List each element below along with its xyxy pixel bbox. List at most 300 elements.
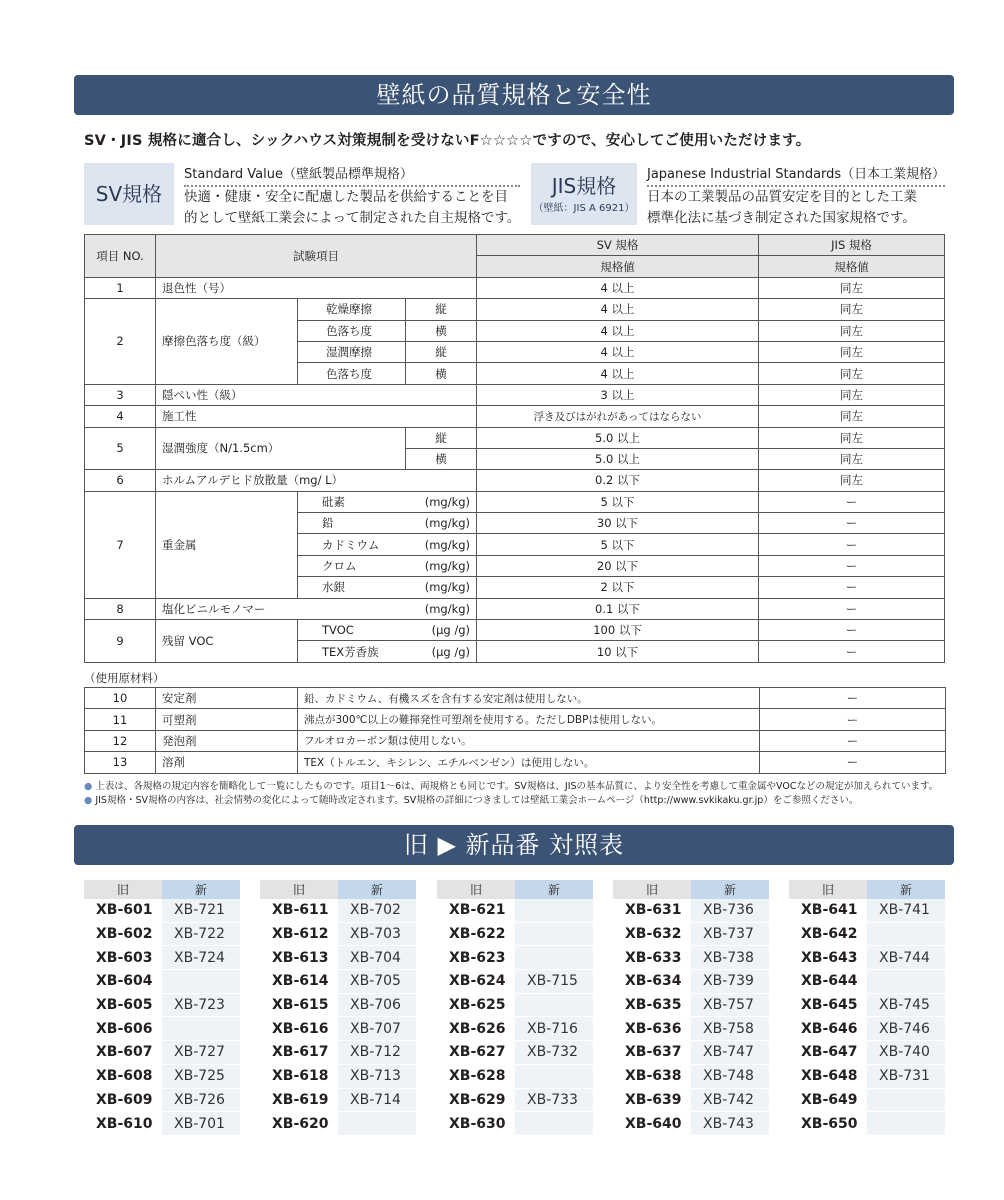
old-code: XB-608 bbox=[84, 1064, 162, 1088]
cell-item: 塩化ビニルモノマー bbox=[156, 598, 406, 619]
old-code: XB-633 bbox=[613, 946, 691, 970]
cell-subitem: TEX芳香族 bbox=[298, 641, 406, 662]
crossref-row bbox=[613, 1088, 769, 1112]
footnote bbox=[84, 780, 938, 794]
new-code: XB-738 bbox=[691, 946, 769, 970]
crossref-row bbox=[84, 946, 240, 970]
cell-item: ホルムアルデヒド放散量（mg/ L） bbox=[156, 470, 477, 491]
cell-sv: 4 以上 bbox=[477, 299, 759, 320]
new-code: XB-739 bbox=[691, 970, 769, 994]
cell-no: 4 bbox=[85, 406, 156, 427]
new-code bbox=[515, 1064, 593, 1088]
new-code: XB-715 bbox=[515, 970, 593, 994]
materials-table bbox=[84, 687, 946, 774]
cell-no: 6 bbox=[85, 470, 156, 491]
new-code: XB-713 bbox=[338, 1064, 416, 1088]
crossref-row bbox=[613, 993, 769, 1017]
new-code: XB-737 bbox=[691, 922, 769, 946]
cell-unit: (mg/kg) bbox=[406, 513, 477, 534]
crossref-row bbox=[260, 1112, 416, 1136]
crossref-row bbox=[437, 1088, 593, 1112]
new-code: XB-722 bbox=[162, 922, 240, 946]
new-code: XB-723 bbox=[162, 993, 240, 1017]
old-code: XB-619 bbox=[260, 1088, 338, 1112]
table-row bbox=[85, 299, 945, 320]
cell-item: 安定剤 bbox=[156, 688, 298, 709]
crossref-row bbox=[613, 970, 769, 994]
table-row bbox=[85, 491, 945, 512]
old-code: XB-629 bbox=[437, 1088, 515, 1112]
footnote-text: 上表は、各規格の規定内容を簡略化して一覧にしたものです。項目1〜6は、両規格とも同じです。SV規格は、JISの基本品質に、より安全性を考慮して重金属やVOCなどの規定が加えられています。 bbox=[95, 781, 939, 792]
cell-item: 重金属 bbox=[156, 491, 298, 598]
new-code: XB-758 bbox=[691, 1017, 769, 1041]
cell-unit: (mg/kg) bbox=[406, 598, 477, 619]
cell-jis: ー bbox=[760, 709, 946, 730]
crossref-row bbox=[437, 993, 593, 1017]
new-code: XB-714 bbox=[338, 1088, 416, 1112]
bullet-icon: ● bbox=[84, 795, 93, 806]
crossref-table bbox=[84, 880, 240, 1136]
cell-no: 5 bbox=[85, 427, 156, 470]
quality-section-banner: 壁紙の品質規格と安全性 bbox=[74, 75, 954, 115]
jis-label-sub: （壁紙：JIS A 6921） bbox=[533, 203, 635, 214]
cell-no: 8 bbox=[85, 598, 156, 619]
cell-sv: 10 以下 bbox=[477, 641, 759, 662]
cell-no: 13 bbox=[85, 752, 156, 773]
cell-jis: 同左 bbox=[759, 470, 945, 491]
cell-jis: ー bbox=[760, 752, 946, 773]
new-code bbox=[867, 922, 945, 946]
footnote bbox=[84, 794, 938, 808]
cell-jis: ー bbox=[759, 491, 945, 512]
old-code: XB-607 bbox=[84, 1041, 162, 1065]
table-row bbox=[85, 709, 946, 730]
cell-sv: 浮き及びはがれがあってはならない bbox=[477, 406, 759, 427]
new-code: XB-703 bbox=[338, 922, 416, 946]
table-row bbox=[85, 730, 946, 751]
new-code bbox=[867, 970, 945, 994]
table-row bbox=[85, 598, 945, 619]
old-code: XB-642 bbox=[789, 922, 867, 946]
new-code: XB-744 bbox=[867, 946, 945, 970]
jis-standard-description bbox=[647, 164, 945, 229]
old-code: XB-641 bbox=[789, 899, 867, 922]
new-code: XB-746 bbox=[867, 1017, 945, 1041]
new-code: XB-706 bbox=[338, 993, 416, 1017]
old-code: XB-644 bbox=[789, 970, 867, 994]
cell-jis: ー bbox=[759, 555, 945, 576]
jis-label-text: JIS規格 bbox=[551, 174, 617, 198]
crossref-row bbox=[437, 1041, 593, 1065]
old-code: XB-605 bbox=[84, 993, 162, 1017]
old-code: XB-643 bbox=[789, 946, 867, 970]
cell-desc: TEX（トルエン、キシレン、エチルベンゼン）は使用しない。 bbox=[298, 752, 760, 773]
old-code: XB-625 bbox=[437, 993, 515, 1017]
header-value: 規格値 bbox=[759, 256, 945, 277]
old-code: XB-614 bbox=[260, 970, 338, 994]
crossref-row bbox=[789, 993, 945, 1017]
crossref-row bbox=[437, 899, 593, 922]
old-code: XB-612 bbox=[260, 922, 338, 946]
old-code: XB-635 bbox=[613, 993, 691, 1017]
new-code: XB-701 bbox=[162, 1112, 240, 1136]
new-code: XB-712 bbox=[338, 1041, 416, 1065]
crossref-row bbox=[789, 922, 945, 946]
crossref-row bbox=[613, 922, 769, 946]
new-code: XB-721 bbox=[162, 899, 240, 922]
cell-desc: フルオロカーボン類は使用しない。 bbox=[298, 730, 760, 751]
cell-sv: 5 以下 bbox=[477, 491, 759, 512]
new-code: XB-707 bbox=[338, 1017, 416, 1041]
cell-subitem: 鉛 bbox=[298, 513, 406, 534]
cell-jis: 同左 bbox=[759, 363, 945, 384]
old-code: XB-638 bbox=[613, 1064, 691, 1088]
cell-item: 施工性 bbox=[156, 406, 477, 427]
crossref-table bbox=[613, 880, 769, 1136]
materials-label: （使用原材料） bbox=[84, 671, 165, 685]
new-code: XB-702 bbox=[338, 899, 416, 922]
old-code: XB-639 bbox=[613, 1088, 691, 1112]
cell-direction: 縦 bbox=[406, 341, 477, 362]
cell-item: 摩擦色落ち度（級） bbox=[156, 299, 298, 385]
new-code: XB-726 bbox=[162, 1088, 240, 1112]
crossref-row bbox=[84, 1088, 240, 1112]
spec-table bbox=[84, 234, 945, 663]
cell-sv: 5.0 以上 bbox=[477, 427, 759, 448]
cell-subitem: 色落ち度 bbox=[298, 363, 406, 384]
cell-jis: 同左 bbox=[759, 427, 945, 448]
cell-subitem: 水銀 bbox=[298, 577, 406, 598]
crossref-row bbox=[789, 970, 945, 994]
header-old: 旧 bbox=[437, 880, 515, 899]
cell-subitem: クロム bbox=[298, 555, 406, 576]
new-code: XB-731 bbox=[867, 1064, 945, 1088]
cell-no: 10 bbox=[85, 688, 156, 709]
jis-standard-heading: Japanese Industrial Standards（日本工業規格） bbox=[647, 164, 945, 187]
crossref-row bbox=[789, 1017, 945, 1041]
old-code: XB-606 bbox=[84, 1017, 162, 1041]
old-code: XB-611 bbox=[260, 899, 338, 922]
old-code: XB-626 bbox=[437, 1017, 515, 1041]
old-code: XB-609 bbox=[84, 1088, 162, 1112]
bullet-icon: ● bbox=[84, 781, 93, 792]
cell-direction: 縦 bbox=[406, 299, 477, 320]
header-new: 新 bbox=[867, 880, 945, 899]
cell-jis: ー bbox=[760, 688, 946, 709]
crossref-row bbox=[84, 1112, 240, 1136]
crossref-table bbox=[260, 880, 416, 1136]
header-no: 項目 NO. bbox=[85, 235, 156, 278]
cell-no: 11 bbox=[85, 709, 156, 730]
cell-sv: 4 以上 bbox=[477, 277, 759, 298]
old-code: XB-624 bbox=[437, 970, 515, 994]
cell-unit: (μg /g) bbox=[406, 620, 477, 641]
crossref-row bbox=[84, 1017, 240, 1041]
old-code: XB-602 bbox=[84, 922, 162, 946]
crossref-header-row bbox=[84, 880, 240, 899]
new-code: XB-725 bbox=[162, 1064, 240, 1088]
cell-jis: ー bbox=[759, 641, 945, 662]
cell-direction: 縦 bbox=[406, 427, 477, 448]
crossref-row bbox=[437, 1064, 593, 1088]
cell-sv: 4 以上 bbox=[477, 363, 759, 384]
old-code: XB-634 bbox=[613, 970, 691, 994]
new-code: XB-716 bbox=[515, 1017, 593, 1041]
sv-standard-label: SV規格 bbox=[84, 163, 174, 225]
old-code: XB-649 bbox=[789, 1088, 867, 1112]
cell-jis: ー bbox=[759, 577, 945, 598]
new-code: XB-724 bbox=[162, 946, 240, 970]
new-code bbox=[338, 1112, 416, 1136]
cell-jis: 同左 bbox=[759, 406, 945, 427]
cell-no: 2 bbox=[85, 299, 156, 385]
table-row bbox=[85, 752, 946, 773]
cell-unit: (μg /g) bbox=[406, 641, 477, 662]
old-code: XB-621 bbox=[437, 899, 515, 922]
crossref-row bbox=[789, 1041, 945, 1065]
crossref-row bbox=[260, 1017, 416, 1041]
cell-item: 残留 VOC bbox=[156, 620, 298, 663]
old-code: XB-647 bbox=[789, 1041, 867, 1065]
old-code: XB-631 bbox=[613, 899, 691, 922]
new-code bbox=[515, 946, 593, 970]
crossref-section-banner: 旧 ▶ 新品番 対照表 bbox=[74, 825, 954, 865]
cell-jis: 同左 bbox=[759, 320, 945, 341]
old-code: XB-632 bbox=[613, 922, 691, 946]
cell-sv: 30 以下 bbox=[477, 513, 759, 534]
cell-item: 可塑剤 bbox=[156, 709, 298, 730]
cell-direction: 横 bbox=[406, 448, 477, 469]
old-code: XB-616 bbox=[260, 1017, 338, 1041]
cell-item: 発泡剤 bbox=[156, 730, 298, 751]
crossref-row bbox=[260, 993, 416, 1017]
old-code: XB-640 bbox=[613, 1112, 691, 1136]
old-code: XB-628 bbox=[437, 1064, 515, 1088]
cell-jis: 同左 bbox=[759, 299, 945, 320]
cell-jis: ー bbox=[759, 620, 945, 641]
old-code: XB-610 bbox=[84, 1112, 162, 1136]
old-code: XB-620 bbox=[260, 1112, 338, 1136]
cell-subitem: 乾燥摩擦 bbox=[298, 299, 406, 320]
new-code: XB-727 bbox=[162, 1041, 240, 1065]
sv-desc-line: 的として壁紙工業会によって制定された自主規格です。 bbox=[184, 210, 521, 226]
new-code: XB-747 bbox=[691, 1041, 769, 1065]
crossref-row bbox=[789, 1088, 945, 1112]
new-code bbox=[515, 993, 593, 1017]
crossref-row bbox=[789, 946, 945, 970]
cell-subitem: 湿潤摩擦 bbox=[298, 341, 406, 362]
cell-sv: 2 以下 bbox=[477, 577, 759, 598]
crossref-row bbox=[84, 922, 240, 946]
cell-direction: 横 bbox=[406, 363, 477, 384]
old-code: XB-601 bbox=[84, 899, 162, 922]
new-code: XB-736 bbox=[691, 899, 769, 922]
crossref-row bbox=[789, 899, 945, 922]
old-code: XB-630 bbox=[437, 1112, 515, 1136]
new-code: XB-757 bbox=[691, 993, 769, 1017]
old-code: XB-623 bbox=[437, 946, 515, 970]
new-code: XB-733 bbox=[515, 1088, 593, 1112]
old-code: XB-650 bbox=[789, 1112, 867, 1136]
crossref-header-row bbox=[437, 880, 593, 899]
crossref-row bbox=[789, 1064, 945, 1088]
new-code: XB-741 bbox=[867, 899, 945, 922]
table-row bbox=[85, 277, 945, 298]
header-new: 新 bbox=[515, 880, 593, 899]
new-code bbox=[162, 970, 240, 994]
crossref-row bbox=[260, 922, 416, 946]
table-row bbox=[85, 620, 945, 641]
cell-subitem: 砒素 bbox=[298, 491, 406, 512]
table-row bbox=[85, 406, 945, 427]
cell-sv: 100 以下 bbox=[477, 620, 759, 641]
cell-unit: (mg/kg) bbox=[406, 534, 477, 555]
crossref-row bbox=[260, 1041, 416, 1065]
table-header-row bbox=[85, 235, 945, 256]
crossref-row bbox=[84, 993, 240, 1017]
new-code: XB-705 bbox=[338, 970, 416, 994]
old-code: XB-603 bbox=[84, 946, 162, 970]
crossref-row bbox=[437, 1017, 593, 1041]
crossref-row bbox=[260, 1064, 416, 1088]
jis-desc-line: 標準化法に基づき制定された国家規格です。 bbox=[647, 210, 916, 226]
sv-standard-heading: Standard Value（壁紙製品標準規格） bbox=[184, 164, 520, 187]
cell-item: 隠ぺい性（級） bbox=[156, 384, 477, 405]
cell-jis: ー bbox=[760, 730, 946, 751]
sv-standard-description bbox=[184, 164, 520, 229]
table-row bbox=[85, 688, 946, 709]
intro-text: SV・JIS 規格に適合し、シックハウス対策規制を受けないF☆☆☆☆ですので、安心してご使用いただけます。 bbox=[84, 133, 811, 149]
cell-sv: 4 以上 bbox=[477, 320, 759, 341]
crossref-row bbox=[84, 1064, 240, 1088]
cell-subitem: カドミウム bbox=[298, 534, 406, 555]
cell-sv: 5.0 以上 bbox=[477, 448, 759, 469]
cell-sv: 3 以上 bbox=[477, 384, 759, 405]
cell-unit: (mg/kg) bbox=[406, 491, 477, 512]
crossref-row bbox=[260, 946, 416, 970]
cell-jis: 同左 bbox=[759, 277, 945, 298]
new-code: XB-732 bbox=[515, 1041, 593, 1065]
header-old: 旧 bbox=[789, 880, 867, 899]
new-code bbox=[867, 1112, 945, 1136]
crossref-row bbox=[437, 922, 593, 946]
header-item: 試験項目 bbox=[156, 235, 477, 278]
new-code: XB-742 bbox=[691, 1088, 769, 1112]
cell-subitem: TVOC bbox=[298, 620, 406, 641]
cell-desc: 鉛、カドミウム、有機スズを含有する安定剤は使用しない。 bbox=[298, 688, 760, 709]
crossref-table bbox=[789, 880, 945, 1136]
crossref-row bbox=[613, 1017, 769, 1041]
table-row bbox=[85, 470, 945, 491]
header-value: 規格値 bbox=[477, 256, 759, 277]
header-old: 旧 bbox=[260, 880, 338, 899]
cell-sv: 0.2 以下 bbox=[477, 470, 759, 491]
cell-jis: 同左 bbox=[759, 448, 945, 469]
cell-sv: 20 以下 bbox=[477, 555, 759, 576]
cell-jis: ー bbox=[759, 598, 945, 619]
jis-desc-line: 日本の工業製品の品質安定を目的とした工業 bbox=[647, 189, 917, 205]
new-code: XB-745 bbox=[867, 993, 945, 1017]
header-new: 新 bbox=[338, 880, 416, 899]
crossref-row bbox=[84, 1041, 240, 1065]
crossref-row bbox=[789, 1112, 945, 1136]
crossref-row bbox=[84, 899, 240, 922]
old-code: XB-636 bbox=[613, 1017, 691, 1041]
new-code bbox=[515, 899, 593, 922]
sv-desc-line: 快適・健康・安全に配慮した製品を供給することを目 bbox=[184, 189, 508, 205]
crossref-row bbox=[613, 899, 769, 922]
old-code: XB-637 bbox=[613, 1041, 691, 1065]
old-code: XB-604 bbox=[84, 970, 162, 994]
footnotes bbox=[84, 780, 938, 808]
cell-unit: (mg/kg) bbox=[406, 577, 477, 598]
crossref-header-row bbox=[260, 880, 416, 899]
new-code bbox=[515, 1112, 593, 1136]
table-row bbox=[85, 384, 945, 405]
cell-desc: 沸点が300℃以上の難揮発性可塑剤を使用する。ただしDBPは使用しない。 bbox=[298, 709, 760, 730]
crossref-row bbox=[437, 970, 593, 994]
cell-no: 9 bbox=[85, 620, 156, 663]
old-code: XB-615 bbox=[260, 993, 338, 1017]
header-sv: SV 規格 bbox=[477, 235, 759, 256]
crossref-row bbox=[613, 1064, 769, 1088]
new-code bbox=[867, 1088, 945, 1112]
footnote-text: JIS規格・SV規格の内容は、社会情勢の変化によって随時改定されます。SV規格の詳細につきましては壁紙工業会ホームページ（http://www.svkikaku.gr.jp）をご参照ください。 bbox=[95, 795, 859, 806]
old-code: XB-627 bbox=[437, 1041, 515, 1065]
crossref-row bbox=[260, 899, 416, 922]
crossref-row bbox=[437, 1112, 593, 1136]
old-code: XB-646 bbox=[789, 1017, 867, 1041]
cell-jis: 同左 bbox=[759, 384, 945, 405]
header-jis: JIS 規格 bbox=[759, 235, 945, 256]
cell-item: 退色性（号） bbox=[156, 277, 477, 298]
cell-jis: ー bbox=[759, 534, 945, 555]
cell-subitem: 色落ち度 bbox=[298, 320, 406, 341]
crossref-row bbox=[613, 1112, 769, 1136]
header-new: 新 bbox=[691, 880, 769, 899]
new-code bbox=[162, 1017, 240, 1041]
new-code: XB-704 bbox=[338, 946, 416, 970]
cell-item: 湿潤強度（N/1.5cm） bbox=[156, 427, 406, 470]
old-code: XB-645 bbox=[789, 993, 867, 1017]
new-code: XB-743 bbox=[691, 1112, 769, 1136]
crossref-header-row bbox=[613, 880, 769, 899]
old-code: XB-618 bbox=[260, 1064, 338, 1088]
new-code bbox=[515, 922, 593, 946]
old-code: XB-613 bbox=[260, 946, 338, 970]
header-old: 旧 bbox=[613, 880, 691, 899]
cell-item: 溶剤 bbox=[156, 752, 298, 773]
cell-no: 1 bbox=[85, 277, 156, 298]
new-code: XB-748 bbox=[691, 1064, 769, 1088]
crossref-row bbox=[260, 970, 416, 994]
jis-standard-label bbox=[531, 163, 637, 225]
cell-no: 3 bbox=[85, 384, 156, 405]
old-code: XB-622 bbox=[437, 922, 515, 946]
header-old: 旧 bbox=[84, 880, 162, 899]
crossref-row bbox=[84, 970, 240, 994]
cell-direction: 横 bbox=[406, 320, 477, 341]
cell-sv: 5 以下 bbox=[477, 534, 759, 555]
cell-unit: (mg/kg) bbox=[406, 555, 477, 576]
crossref-row bbox=[613, 1041, 769, 1065]
cell-sv: 4 以上 bbox=[477, 341, 759, 362]
cell-jis: ー bbox=[759, 513, 945, 534]
table-row bbox=[85, 427, 945, 448]
old-code: XB-648 bbox=[789, 1064, 867, 1088]
crossref-header-row bbox=[789, 880, 945, 899]
crossref-table bbox=[437, 880, 593, 1136]
